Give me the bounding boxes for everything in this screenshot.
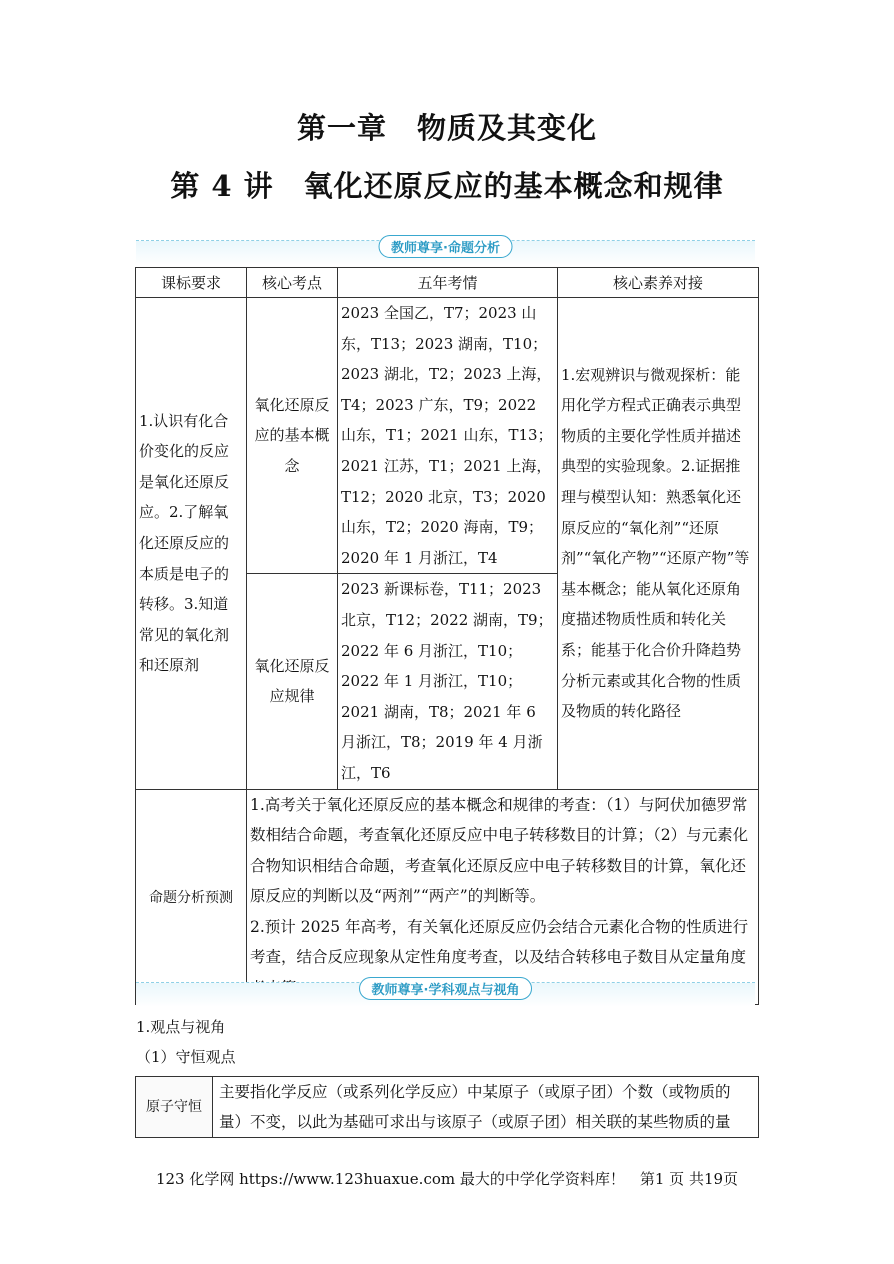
prediction-paragraph-1: 1.高考关于氧化还原反应的基本概念和规律的考查：（1）与阿伏加德罗常数相结合命题，考查氧化还原反应中电子转移数目的计算；（2）与元素化合物知识相结合命题，考查氧化还原反应中电子转移数目的计算，氧化还原反应的判断以及“两剂”“两产”的判断等。 [250,795,749,906]
table-header-row [136,268,759,298]
lecture-title: 第 4 讲 氧化还原反应的基本概念和规律 [170,169,724,203]
prediction-paragraph-2: 2.预计 2025 年高考，有关氧化还原反应仍会结合元素化合物的性质进行考查，结合反应现象从定性角度考查，以及结合转移电子数目从定量角度 [250,917,749,967]
header-literacy: 核心素养对接 [558,268,759,298]
exam-history-rules: 2023 新课标卷，T11；2023 北京，T12；2022 湖南，T9；2022 年 6 月浙江，T10；2022 年 1 月浙江，T10；2021 湖南，T8；2021 年 6 月浙江，T8；2019 年 4 月浙江，T6 [338,574,558,789]
table-row [136,298,759,574]
exam-history-concepts: 2023 全国乙，T7；2023 山东，T13；2023 湖南，T10；2023 湖北，T2；2023 上海，T4；2023 广东，T9；2022 山东，T1；2021 山东，T13；2021 江苏，T1；2021 上海，T12；2020 北京，T3；2020 山东，T2；2020 海南，T9；2020 年 1 月浙江，T4 [338,298,558,574]
conservation-table [135,1076,759,1138]
section-heading: 1.观点与视角 [136,1018,226,1036]
sub-heading: （1）守恒观点 [136,1048,236,1066]
core-literacy: 1.宏观辨识与微观探析：能用化学方程式正确表示典型物质的主要化学性质并描述典型的实验现象。2.证据推理与模型认知：熟悉氧化还原反应的“氧化剂”“还原剂”“氧化产物”“还原产物”等基本概念；能从氧化还原角度描述物质性质和转化关系；能基于化合价升降趋势分析元素或其化合物的性质及物质的转化路径 [558,298,759,790]
banner-analysis [136,240,755,265]
banner-perspective-label: 教师尊享·学科观点与视角 [359,977,533,1000]
analysis-table [135,267,759,1005]
conservation-label: 原子守恒 [136,1077,213,1138]
header-exams: 五年考情 [338,268,558,298]
core-point-concepts: 氧化还原反应的基本概念 [247,298,338,574]
core-point-rules: 氧化还原反应规律 [247,574,338,789]
prediction-row [136,789,759,1004]
page-footer: 123 化学网 https://www.123huaxue.com 最大的中学化学资料库！ 第1 页 共19页 [155,1170,739,1188]
banner-analysis-label: 教师尊享·命题分析 [378,235,513,258]
chapter-title: 第一章 物质及其变化 [296,111,597,145]
table-row [136,1077,759,1138]
header-standard: 课标要求 [136,268,247,298]
banner-perspective [136,982,755,1007]
conservation-text: 主要指化学反应（或系列化学反应）中某原子（或原子团）个数（或物质的量）不变，以此为基础可求出与该原子（或原子团）相关联的某些物质的量 [213,1077,759,1138]
prediction-label: 命题分析预测 [136,789,247,1004]
standard-requirements: 1.认识有化合价变化的反应是氧化还原反应。2.了解氧化还原反应的本质是电子的转移。3.知道常见的氧化剂和还原剂 [136,298,247,790]
prediction-content [247,789,759,1004]
header-points: 核心考点 [247,268,338,298]
